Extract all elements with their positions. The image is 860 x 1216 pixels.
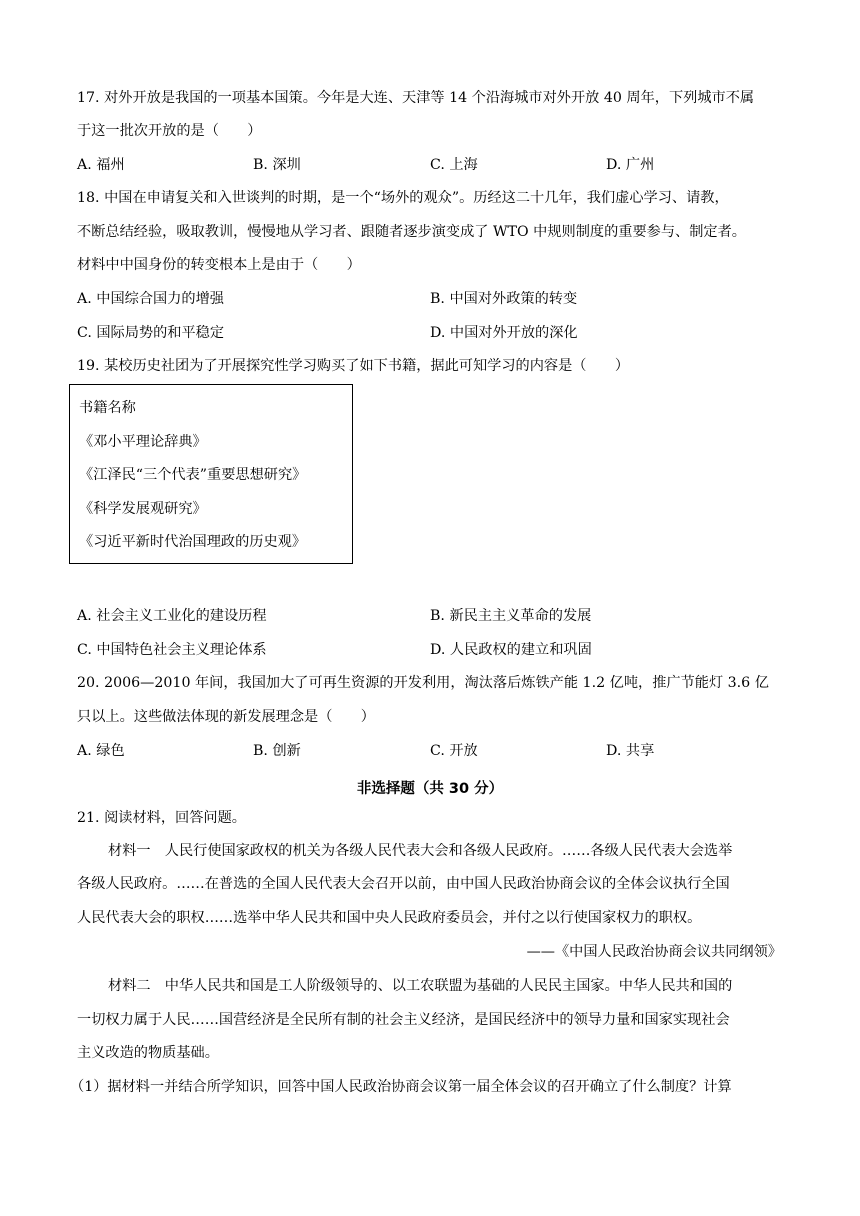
q21-stem: 21. 阅读材料，回答问题。 xyxy=(77,810,246,826)
q19-option-a: A. 社会主义工业化的建设历程 xyxy=(77,608,267,624)
q19-stem: 19. 某校历史社团为了开展探究性学习购买了如下书籍，据此可知学习的内容是（ ） xyxy=(77,358,630,374)
q18-option-a: A. 中国综合国力的增强 xyxy=(77,291,224,307)
book-table-header: 书籍名称 xyxy=(79,400,136,416)
q17-option-b: B. 深圳 xyxy=(253,157,301,173)
section-title: 非选择题（共 30 分） xyxy=(356,781,504,797)
material2-line3: 主义改造的物质基础。 xyxy=(77,1045,219,1061)
book-item: 《邓小平理论辞典》 xyxy=(79,434,207,450)
q20-stem-line2: 只以上。这些做法体现的新发展理念是（ ） xyxy=(77,709,375,725)
book-item: 《习近平新时代治国理政的历史观》 xyxy=(79,534,307,550)
q17-stem-line1: 17. 对外开放是我国的一项基本国策。今年是大连、天津等 14 个沿海城市对外开放 40 周年，下列城市不属 xyxy=(77,90,755,106)
q20-option-a: A. 绿色 xyxy=(77,743,125,759)
q20-stem-line1: 20. 2006—2010 年间，我国加大了可再生资源的开发利用，淘汰落后炼铁产能 1.2 亿吨，推广节能灯 3.6 亿 xyxy=(77,675,769,691)
material1-source: ——《中国人民政治协商会议共同纲领》 xyxy=(526,944,782,960)
book-item: 《江泽民“三个代表”重要思想研究》 xyxy=(79,467,307,483)
q18-stem-line3: 材料中中国身份的转变根本上是由于（ ） xyxy=(77,257,361,273)
q18-option-d: D. 中国对外开放的深化 xyxy=(430,325,578,341)
q17-option-a: A. 福州 xyxy=(77,157,125,173)
material1-line3: 人民代表大会的职权……选举中华人民共和国中央人民政府委员会，并付之以行使国家权力的职权。 xyxy=(77,910,702,926)
q21-sub1: （1）据材料一并结合所学知识，回答中国人民政治协商会议第一届全体会议的召开确立了什么制度？计算 xyxy=(70,1079,732,1095)
q17-option-c: C. 上海 xyxy=(430,157,478,173)
q18-stem-line2: 不断总结经验，吸取教训，慢慢地从学习者、跟随者逐步演变成了 WTO 中规则制度的重要参与、制定者。 xyxy=(77,224,746,240)
q18-option-b: B. 中国对外政策的转变 xyxy=(430,291,578,307)
material2-line2: 一切权力属于人民……国营经济是全民所有制的社会主义经济，是国民经济中的领导力量和国家实现社会 xyxy=(77,1012,730,1028)
q20-option-b: B. 创新 xyxy=(253,743,301,759)
q20-option-c: C. 开放 xyxy=(430,743,478,759)
material2-line1: 材料二 中华人民共和国是工人阶级领导的、以工农联盟为基础的人民民主国家。中华人民共和国的 xyxy=(108,978,733,994)
q17-option-d: D. 广州 xyxy=(606,157,655,173)
q18-stem-line1: 18. 中国在申请复关和入世谈判的时期，是一个“场外的观众”。历经这二十几年，我们虚心学习、请教， xyxy=(77,190,729,206)
q19-option-d: D. 人民政权的建立和巩固 xyxy=(430,642,592,658)
q19-option-c: C. 中国特色社会主义理论体系 xyxy=(77,642,267,658)
q18-option-c: C. 国际局势的和平稳定 xyxy=(77,325,225,341)
material1-line1: 材料一 人民行使国家政权的机关为各级人民代表大会和各级人民政府。……各级人民代表大会选举 xyxy=(108,843,733,859)
material1-line2: 各级人民政府。……在普选的全国人民代表大会召开以前，由中国人民政治协商会议的全体会议执行全国 xyxy=(77,876,730,892)
q17-stem-line2: 于这一批次开放的是（ ） xyxy=(77,123,262,139)
q19-option-b: B. 新民主主义革命的发展 xyxy=(430,608,592,624)
book-item: 《科学发展观研究》 xyxy=(79,501,207,517)
q20-option-d: D. 共享 xyxy=(606,743,655,759)
book-list-table xyxy=(69,384,353,564)
